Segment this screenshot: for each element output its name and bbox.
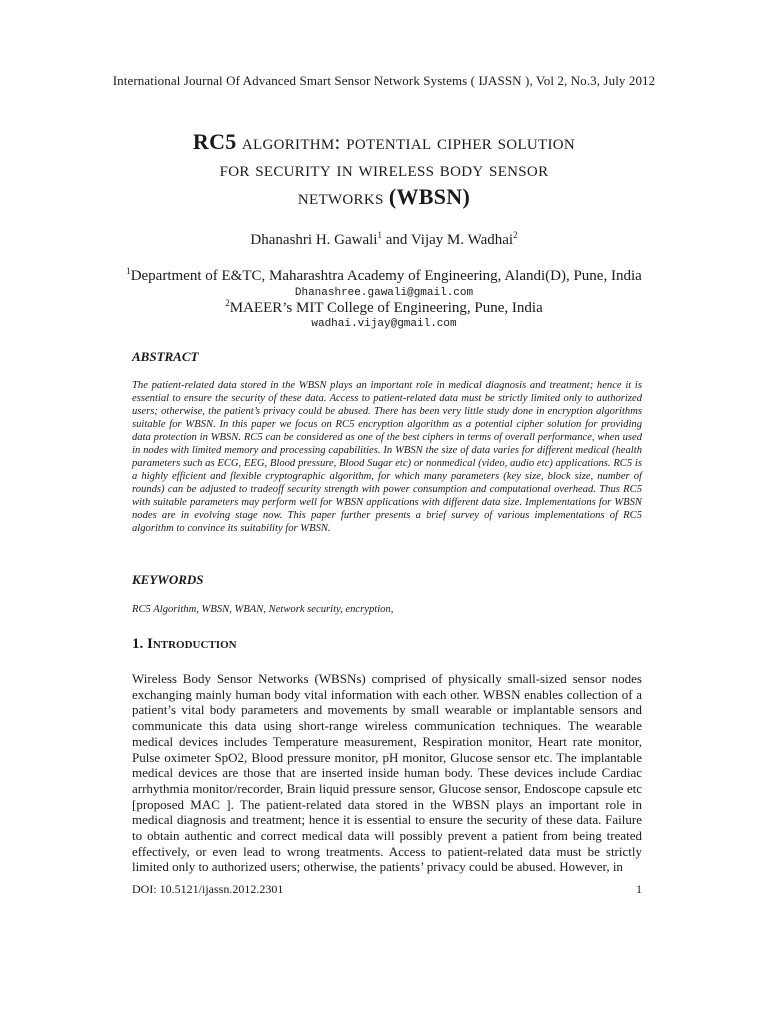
keywords-text: RC5 Algorithm, WBSN, WBAN, Network security, encryption,: [132, 604, 394, 615]
page-number: 1: [636, 882, 642, 896]
section-number: 1.: [132, 636, 144, 652]
body-paragraph: Wireless Body Sensor Networks (WBSNs) comprised of physically small-sized sensor nodes exchanging mainly human body vital information with each other. WBSN enables collection of a patient’s vital body parameters and movements by small wearable or implantable sensors and communicate this data using short-range wireless communication techniques. The wearable medical devices includes Temperature measurement, Respiration monitor, Heart rate monitor, Pulse oximeter SpO2, Blood pressure monitor, pH monitor, Glucose sensor etc. The implantable medical devices are those that are inserted inside human body. These devices include Cardiac arrhythmia monitor/recorder, Brain liquid pressure sensor, Glucose sensor, Endoscope capsule etc [proposed MAC ]. The patient-related data stored in the WBSN plays an important role in medical diagnosis and treatment; hence it is essential to ensure the security of these data. Failure to obtain authentic and correct medical data will possibly prevent a patient from being treated effectively, or even lead to wrong treatments. Access to patient-related data must be strictly limited only to authorized users; otherwise, the patients’ privacy could be abused. However, in: [132, 671, 642, 875]
title-line2: for security in wireless body sensor: [219, 157, 549, 181]
doi-footer: DOI: 10.5121/ijassn.2012.2301: [132, 882, 284, 896]
affiliation-2: [0, 300, 768, 317]
author-affil-marker: 1: [377, 230, 382, 240]
affiliation-marker: 2: [225, 298, 230, 308]
abstract-heading: ABSTRACT: [132, 349, 199, 364]
author-email: Dhanashree.gawali@gmail.com: [294, 287, 474, 299]
running-head: International Journal Of Advanced Smart Sensor Network Systems ( IJASSN ), Vol 2, No.3, July 2012: [112, 73, 656, 88]
abstract-text: The patient-related data stored in the WBSN plays an important role in medical diagnosis and treatment; hence it is essential to ensure the security of these data. Access to patient-related data must be strictly limited only to authorized users; otherwise, the patient’s privacy could be abused. There has been very little study done in encryption algorithms suitable for WBSN. In this paper we focus on RC5 encryption algorithm as a potential cipher solution for providing data protection in WBSN. RC5 can be considered as one of the best ciphers in terms of overall performance, when used in nodes with limited memory and processing capabilities. In WBSN the size of data varies for different medical (health parameters such as ECG, EEG, Blood pressure, Blood Sugar etc) or nonmedical (video, audio etc) applications. RC5 is a highly efficient and flexible cryptographic algorithm, for which many parameters (key size, block size, number of rounds) can be adjusted to tradeoff security strength with power consumption and computational overhead. Thus RC5 with suitable parameters may perform well for WBSN applications with different data size. Implementations for WBSN nodes are in evolving stage now. This paper further presents a brief survey of various implementations of RC5 algorithm to convince its suitability for WBSN.: [132, 380, 642, 534]
author-name: Dhanashri H. Gawali: [250, 232, 378, 248]
title-line1-rest: algorithm: potential cipher solution: [241, 130, 576, 154]
affiliation-1: [0, 268, 768, 285]
paper-title: [120, 128, 648, 211]
author-list: [0, 232, 768, 249]
section-title: Introduction: [147, 636, 237, 652]
author-conjunction: and: [385, 232, 408, 248]
affiliation-text: MAEER’s MIT College of Engineering, Pune, India: [229, 300, 543, 316]
title-abbrev: RC5: [192, 129, 237, 154]
author-name: Vijay M. Wadhai: [410, 232, 514, 248]
author-email: wadhai.vijay@gmail.com: [311, 318, 457, 330]
affiliation-marker: 1: [126, 266, 131, 276]
section-heading: [132, 636, 237, 653]
affiliation-text: Department of E&TC, Maharashtra Academy of Engineering, Alandi(D), Pune, India: [130, 268, 642, 284]
title-line3-word: networks: [297, 185, 384, 209]
author-affil-marker: 2: [513, 230, 518, 240]
keywords-heading: KEYWORDS: [132, 572, 204, 587]
title-acronym: (WBSN): [388, 184, 471, 209]
